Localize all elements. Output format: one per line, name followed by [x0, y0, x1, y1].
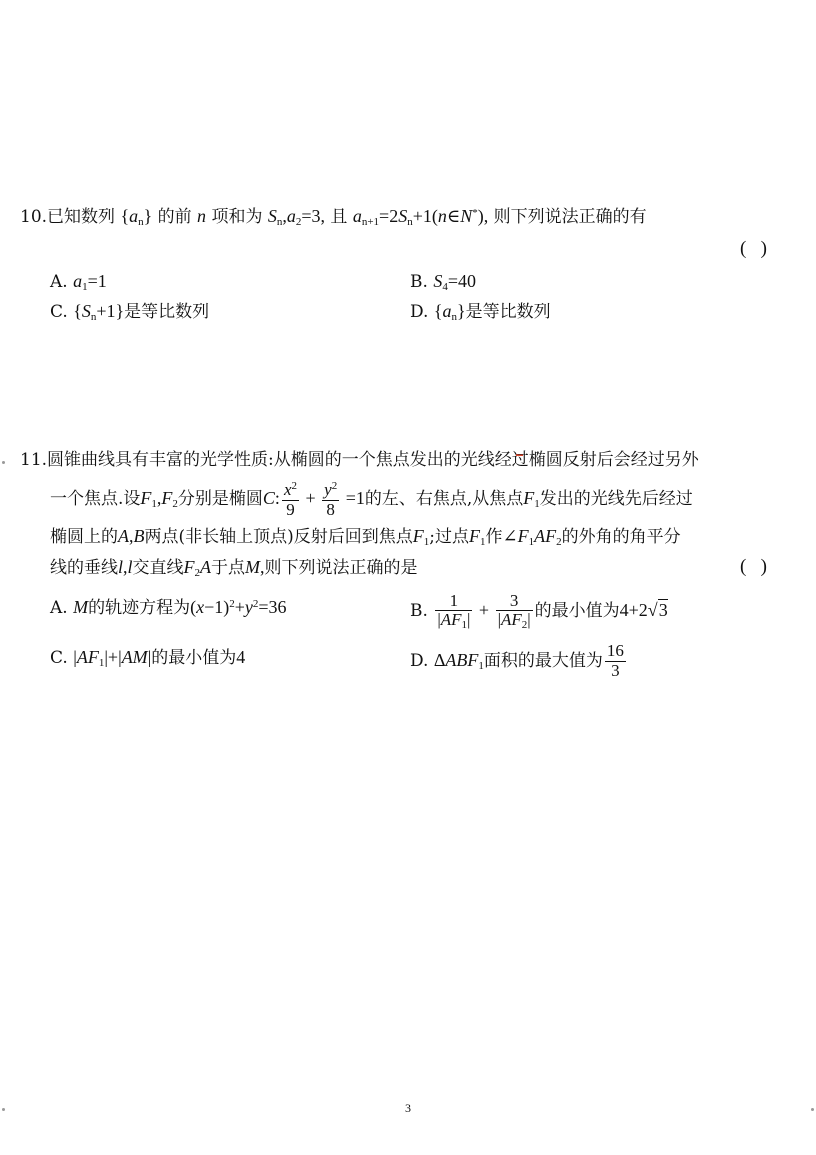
q11-stem-line-4: 线的垂线l,l交直线$F_2A$于点M,则下列说法正确的是: [50, 557, 418, 579]
option-text: 的最小值为: [534, 601, 620, 621]
q11-text: 的外角的角平分: [561, 527, 681, 547]
q11-text: 作: [485, 527, 503, 547]
q11-text: 交直线: [132, 558, 184, 578]
q11-text: 发出的光线先后经过: [539, 489, 693, 510]
q11-stem-line-1: [20, 452, 699, 469]
q10-option-d: D. $\{a_n\}$是等比数列: [410, 301, 551, 323]
q10-option-b: B. $S_4=40$: [410, 271, 476, 293]
option-label: A.: [50, 598, 68, 618]
option-label: D.: [410, 302, 429, 322]
option-text: 的轨迹方程为: [88, 598, 191, 618]
page-number: 3: [405, 1101, 411, 1115]
q11-text: 两点(非长轴上顶点)反射后回到焦点: [144, 527, 413, 547]
option-label: D.: [410, 651, 429, 671]
q11-option-c: C. $|AF_1|+|AM|$的最小值为4: [50, 647, 246, 669]
q11-text: 椭圆上的: [50, 527, 118, 547]
q11-text: 于点: [211, 558, 246, 578]
option-label: A.: [50, 272, 68, 292]
q11-answer-bracket: ( ): [740, 556, 767, 577]
q11-text: 一个焦点.设: [50, 489, 141, 510]
q11-text: 圆锥曲线具有丰富的光学性质:从椭圆的一个焦点发出的光线经过椭圆反射后会经过另外: [47, 450, 699, 470]
q11-text: ;过点: [429, 527, 469, 547]
option-text: 的最小值为: [151, 648, 237, 668]
q10-answer-bracket: ( ): [740, 238, 767, 259]
q11-option-d: D. $\Delta ABF_1$面积的最大值为 $\frac{16}{3}$: [410, 641, 624, 680]
q11-number: 11.: [20, 450, 48, 470]
option-label: B.: [410, 272, 428, 292]
q10-option-a: A. $a_1=1$: [50, 271, 107, 293]
option-label: B.: [410, 601, 428, 621]
q10-stem-line-1: 10.已知数列 $\{a_n\}$ 的前 n 项和为 $S_n,a_2=3$, 且 $a_{n+1}=2S_n+1(n\in N^*)$, 则下列说法正确的有: [20, 206, 647, 228]
q10-text: 的前: [157, 207, 192, 227]
q11-text: 则下列说法正确的是: [264, 558, 418, 578]
q11-text: 的左、右焦点,从焦点: [364, 489, 524, 510]
q11-option-a: A. M的轨迹方程为$(x-1)^2+y^2=36$: [50, 597, 287, 618]
option-text: 是等比数列: [124, 302, 210, 322]
option-label: C.: [50, 648, 68, 668]
option-label: C.: [50, 302, 68, 322]
q10-text: 项和为: [211, 207, 263, 227]
option-text: 是等比数列: [465, 302, 551, 322]
option-text: 面积的最大值为: [483, 651, 603, 671]
q11-text: 线的垂线: [50, 558, 118, 578]
q11-stem-line-2: 一个焦点.设$F_1,F_2$分别是椭圆C: $\frac{x^2}{9}$ + $\frac{y^2}{8}$ =1的左、右焦点,从焦点$F_1$发出的光线先后经过: [50, 480, 693, 519]
q10-text: 且: [330, 207, 348, 227]
q10-text: 已知数列: [47, 207, 116, 227]
q11-option-b: B. $\frac{1}{|AF_1|}$ + $\frac{3}{|AF_2|}$ 的最小值为4+2√3: [410, 590, 668, 632]
q10-number: 10.: [20, 207, 48, 227]
q10-text: 则下列说法正确的有: [493, 207, 647, 227]
q10-option-c: C. $\{S_n+1\}$是等比数列: [50, 301, 210, 323]
edge-dot: [2, 461, 5, 464]
q11-text: 分别是椭圆: [177, 489, 263, 510]
q11-stem-line-3: 椭圆上的A,B两点(非长轴上顶点)反射后回到焦点$F_1$;过点$F_1$作$\angle F_1AF_2$的外角的角平分: [50, 526, 681, 548]
